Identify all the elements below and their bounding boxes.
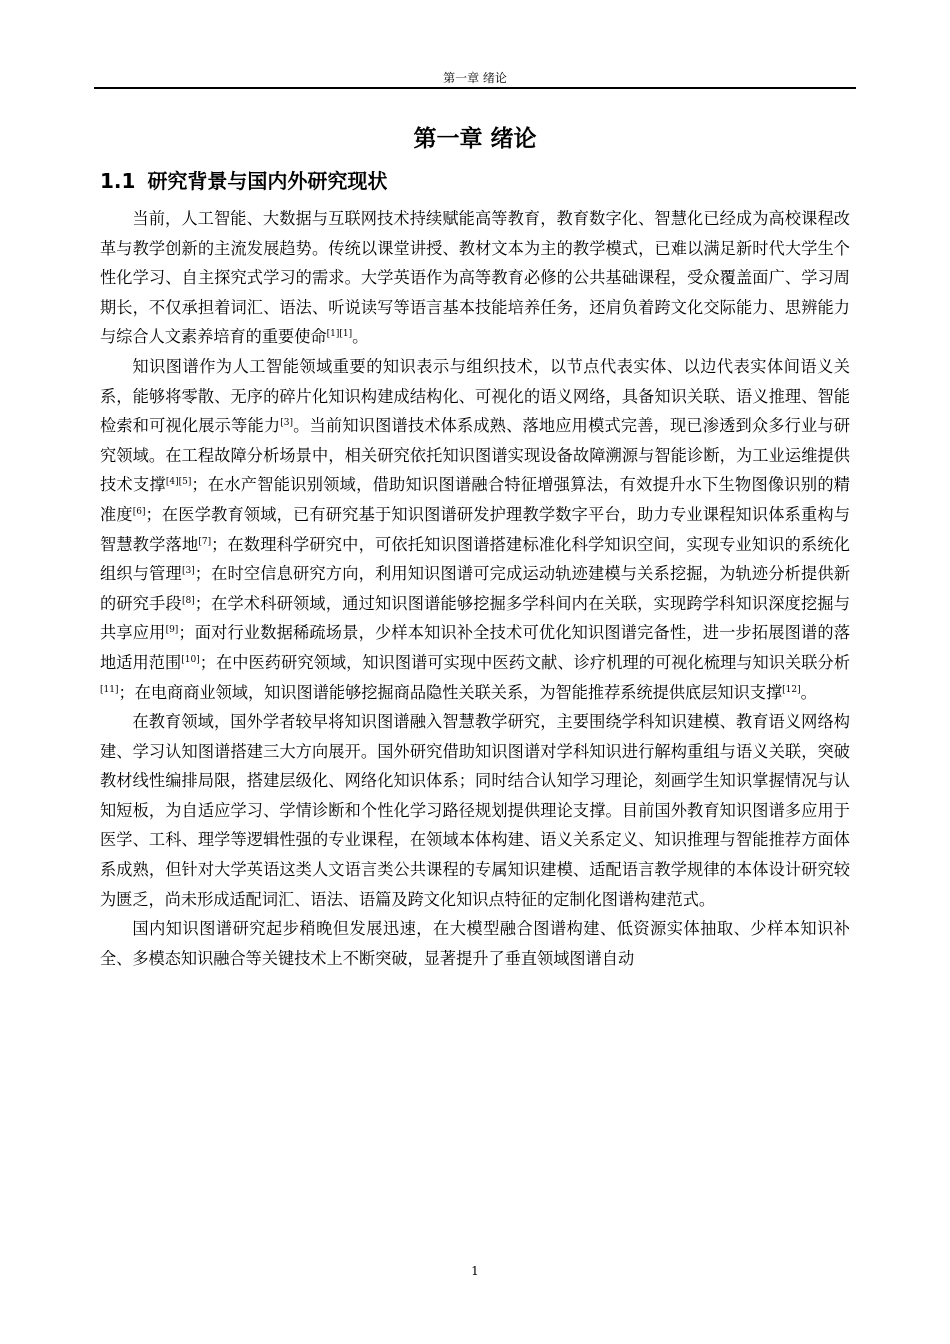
paragraph [100,352,850,707]
paragraph-text: ；在医学教育领域，已有研究基于知识图谱研发护理教学数字平台，助力专业课程知识体系重构与智慧教学落地 [100,504,851,554]
paragraph [100,914,850,973]
section-number: 1.1 [100,169,136,193]
running-header: 第一章 绪论 [443,71,507,85]
paragraph-text: ；在数理科学研究中，可依托知识图谱搭建标准化科学知识空间，实现专业知识的系统化组织与管理 [100,534,850,584]
paragraph-text: 。 [800,682,817,702]
paragraph-text: 。当前知识图谱技术体系成熟、落地应用模式完善，现已渗透到众多行业与研究领域。在工程故障分析场景中，相关研究依托知识图谱实现设备故障溯源与智能诊断，为工业运维提供技术支撑 [100,416,850,495]
paragraph-text: ；在中医药研究领域，知识图谱可实现中医药文献、诊疗机理的可视化梳理与知识关联分析 [199,652,851,672]
paragraph-text: 。 [352,327,369,347]
paragraph-text: 在教育领域，国外学者较早将知识图谱融入智慧教学研究，主要围绕学科知识建模、教育语义网络构建、学习认知图谱搭建三大方向展开。国外研究借助知识图谱对学科知识进行解构重组与语义关联，突破教材线性编排局限，搭建层级化、网络化知识体系；同时结合认知学习理论，刻画学生知识掌握情况与认知短板，为自适应学习、学情诊断和个性化学习路径规划提供理论支撑。目前国外教育知识图谱多应用于医学、工科、理学等逻辑性强的专业课程，在领域本体构建、语义关系定义、知识推理与智能推荐方面体系成熟，但针对大学英语这类人文语言类公共课程的专属知识建模、适配语言教学规律的本体设计研究较为匮乏，尚未形成适配词汇、语法、语篇及跨文化知识点特征的定制化图谱构建范式。 [100,712,850,909]
citation-ref[interactable]: [10] [181,654,200,665]
paragraph-text: ；在学术科研领域，通过知识图谱能够挖掘多学科间内在关联，实现跨学科知识深度挖掘与共享应用 [100,593,851,643]
paragraph-text: ；面对行业数据稀疏场景，少样本知识补全技术可优化知识图谱完备性，进一步拓展图谱的落地适用范围 [100,623,851,672]
citation-ref[interactable]: [3] [181,566,195,577]
paragraph-text: 当前，人工智能、大数据与互联网技术持续赋能高等教育，教育数字化、智慧化已经成为高校课程改革与教学创新的主流发展趋势。传统以课堂讲授、教材文本为主的教学模式，已难以满足新时代大学生个性化学习、自主探究式学习的需求。大学英语作为高等教育必修的公共基础课程，受众覆盖面广、学习周期长，不仅承担着词汇、语法、听说读写等语言基本技能培养任务，还肩负着跨文化交际能力、思辨能力与综合人文素养培育的重要使命 [100,209,850,347]
citation-ref[interactable]: [6] [132,506,146,517]
paragraph-text: 知识图谱作为人工智能领域重要的知识表示与组织技术，以节点代表实体、以边代表实体间语义关系，能够将零散、无序的碎片化知识构建成结构化、可视化的语义网络，具备知识关联、语义推理、智能检索和可视化展示等能力 [100,356,850,436]
header-rule [94,87,856,89]
citation-ref[interactable]: [9] [165,625,179,636]
page-number: 1 [471,1264,479,1278]
citation-ref[interactable]: [4][5] [165,477,192,488]
paragraph [100,204,850,352]
chapter-title: 第一章 绪论 [413,126,537,152]
section-title: 研究背景与国内外研究现状 [147,169,388,193]
paragraph-text: ；在水产智能识别领域，借助知识图谱融合特征增强算法，有效提升水下生物图像识别的精准度 [100,475,850,524]
section-heading [100,165,387,197]
paragraph-text: ；在电商商业领域，知识图谱能够挖掘商品隐性关联关系，为智能推荐系统提供底层知识支撑 [118,682,783,702]
paragraph [100,707,850,914]
citation-ref[interactable]: [7] [198,536,212,547]
citation-ref[interactable]: [1][1] [326,329,353,340]
citation-ref[interactable]: [3] [280,418,293,429]
paragraph-text: ；在时空信息研究方向，利用知识图谱可完成运动轨迹建模与关系挖掘，为轨迹分析提供新的研究手段 [100,564,851,613]
body-text [100,204,850,973]
citation-ref[interactable]: [11] [100,684,119,695]
paragraph-text: 国内知识图谱研究起步稍晚但发展迅速，在大模型融合图谱构建、低资源实体抽取、少样本知识补全、多模态知识融合等关键技术上不断突破，显著提升了垂直领域图谱自动 [100,919,850,968]
citation-ref[interactable]: [12] [782,684,801,695]
citation-ref[interactable]: [8] [181,595,195,606]
